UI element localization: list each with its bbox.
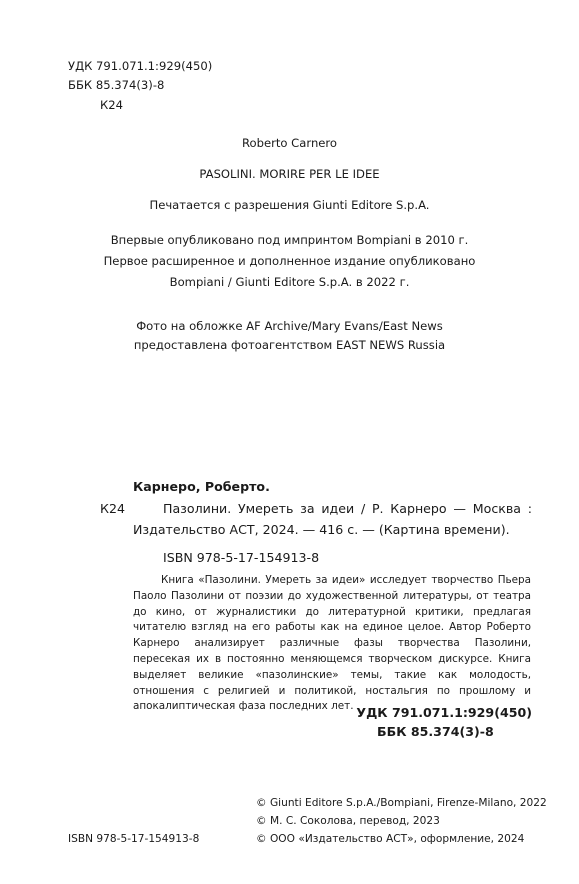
original-author: Roberto Carnero — [241, 136, 338, 150]
copyright-line3: © ООО «Издательство АСТ», оформление, 2024 — [256, 833, 525, 845]
original-title: PASOLINI. MORIRE PER LE IDEE — [199, 167, 380, 181]
header-bbk: ББК 85.374(3)-8 — [68, 78, 165, 92]
catalog-mark: К24 — [100, 501, 125, 516]
catalog-description-line2: Издательство АСТ, 2024. — 416 с. — (Картина времени). — [133, 522, 510, 537]
header-udk: УДК 791.071.1:929(450) — [68, 59, 213, 73]
header-author-mark: К24 — [100, 98, 123, 112]
footer-isbn: ISBN 978-5-17-154913-8 — [68, 833, 200, 845]
first-published-note: Впервые опубликовано под импринтом Bompiani в 2010 г. — [110, 233, 469, 247]
expanded-edition-line1: Первое расширенное и дополненное издание опубликовано — [103, 254, 476, 268]
catalog-description-line1: Пазолини. Умереть за идеи / Р. Карнеро — Москва : — [163, 501, 532, 516]
catalog-abstract: Книга «Пазолини. Умереть за идеи» исследует творчество Пьера Паоло Пазолини от поэзии до художественной литературы, от театра до кино, от журналистики до литературной критики, предлагая читателю взгляд на его работы как на единое целое. Автор Роберто Карнеро анализирует различные фазы творчества Пазолини, пересекая их в постоянно меняющемся творческом дискурсе. Книга выделяет великие «пазолинские» темы, такие как молодость, отношения с религией и политикой, ностальгия по прошлому и апокалиптическая фаза последних лет. — [133, 574, 531, 713]
catalog-bbk: ББК 85.374(3)-8 — [377, 724, 494, 739]
copyright-line2: © М. С. Соколова, перевод, 2023 — [256, 815, 440, 827]
catalog-udk: УДК 791.071.1:929(450) — [356, 705, 532, 720]
photo-credit-line2: предоставлена фотоагентством EAST NEWS Russia — [133, 338, 446, 352]
copyright-line1: © Giunti Editore S.p.A./Bompiani, Firenze-Milano, 2022 — [256, 797, 547, 809]
catalog-author-heading: Карнеро, Роберто. — [133, 479, 270, 494]
expanded-edition-line2: Bompiani / Giunti Editore S.p.A. в 2022 г. — [169, 275, 410, 289]
catalog-isbn: ISBN 978-5-17-154913-8 — [163, 550, 320, 565]
permission-note: Печатается с разрешения Giunti Editore S.p.A. — [149, 198, 430, 212]
photo-credit-line1: Фото на обложке AF Archive/Mary Evans/East News — [136, 319, 443, 333]
